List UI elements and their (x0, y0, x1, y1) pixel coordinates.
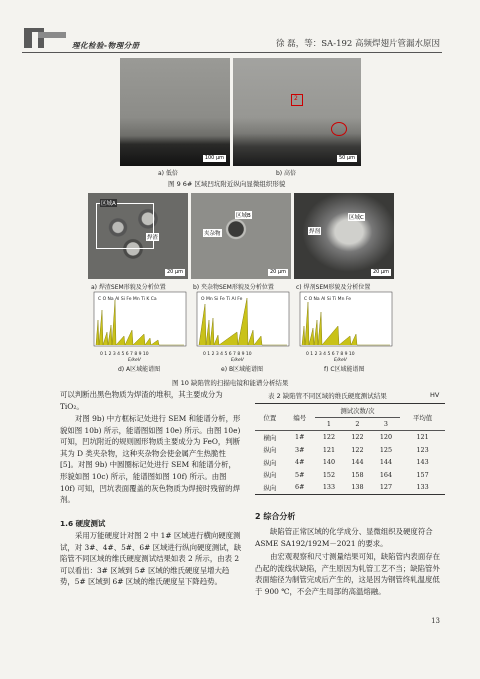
fig10e-label: e) B区域能谱图 (221, 366, 264, 373)
journal-logo (22, 26, 68, 52)
table-row (255, 456, 445, 469)
table2-title: 表 2 缺陷管不同区域的维氏硬度测试结果 (268, 392, 387, 400)
table2-subheader-2: 2 (355, 419, 360, 428)
fig10c-sem (294, 193, 394, 279)
fig10f-spectrum (294, 290, 394, 358)
table-cell: 122 (351, 433, 364, 442)
fig9a-scale: 100 μm (204, 155, 224, 161)
fig10a-sem (88, 193, 188, 279)
fig10d-axis-ticks: 0 1 2 3 4 5 6 7 8 9 10 (100, 352, 149, 357)
left-paragraph-3: 采用万能硬度计对图 2 中 1# 区域进行横向硬度测试，对 3#、4#、5#、6# 区域进行纵向硬度测试，缺陷管不同区域的维氏硬度测试结果如表 2 所示，由表 2 可以看出：3# 区域到 5# 区域的维氏硬度呈增大趋势，5# 区域到 6# 区域的维氏硬度呈下降趋势。 (60, 531, 242, 587)
table2-subheader-3: 3 (383, 419, 388, 428)
fig10e-peak-labels: O Mn Si Fe Ti Al Fe (201, 297, 243, 302)
running-head: 徐 磊，等：SA-192 高频焊翅片管漏水原因 (276, 39, 440, 49)
fig9-caption: 图 9 6# 区域凹坑附近纵向显微组织形貌 (168, 180, 286, 188)
table-cell: 125 (379, 445, 393, 454)
table2-header-number: 编号 (293, 413, 307, 422)
fig9b-circle-marker (331, 122, 347, 136)
left-paragraph-2: 对图 9b) 中方框标记处进行 SEM 和能谱分析，形貌如图 10b) 所示，能谱图如图 10e) 所示。由图 10e) 可知，凹坑附近的规则圆形物质主要成分为 FeO，判断其为 D 类夹杂物，这种夹杂物会使金属产生热脆性[5]。对图 9b) 中圆圈标记处进行 SEM 和能谱分析，形貌如图 10c) 所示，能谱图如图 10f) 所示。由图 10f) 可知，凹坑表面覆盖的灰色物质为焊接时残留的焊剂。 (60, 414, 241, 505)
fig9a-micrograph (120, 58, 230, 166)
table-cell: 127 (379, 483, 393, 492)
table-cell: 6# (295, 483, 305, 492)
section-2-heading: 2 综合分析 (255, 512, 296, 521)
table-cell: 121 (416, 433, 429, 442)
table-cell: 144 (379, 458, 393, 467)
table-cell: 5# (295, 470, 305, 479)
table-cell: 122 (322, 433, 336, 442)
fig10b-label: b) 夹杂物SEM形貌及分析位置 (193, 284, 274, 291)
table2-header-position: 位置 (263, 413, 277, 422)
table-row (255, 481, 445, 494)
fig10f-label: f) C区域能谱图 (324, 366, 365, 373)
fig9b-micrograph (233, 58, 361, 166)
fig10-caption: 图 10 缺陷管的扫描电镜和能谱分析结果 (172, 379, 289, 387)
fig10a-scale: 20 μm (166, 269, 183, 275)
table-cell: 123 (416, 445, 429, 454)
table2-unit: HV (430, 391, 440, 399)
table-cell: 横向 (263, 433, 277, 442)
table-row (255, 431, 445, 444)
fig9b-marker-label: 2 (294, 95, 298, 102)
table2-header-average: 平均值 (413, 413, 433, 422)
header-rule (22, 52, 442, 53)
fig10b-scale: 20 μm (269, 269, 286, 275)
fig10b-region-label: 区域B (236, 213, 251, 219)
fig9b-label: b) 高倍 (276, 170, 297, 177)
table-row (255, 444, 445, 457)
fig10d-spectrum (88, 290, 188, 358)
table-cell: 164 (379, 470, 393, 479)
page-number: 13 (431, 617, 440, 625)
fig10f-peak-labels: C O Na Al Si Ti Mn Fe (304, 297, 351, 302)
right-paragraph-1: 缺陷管正常区域的化学成分、显微组织及硬度符合 ASME SA192/192M－2021 的要求。 (255, 527, 433, 548)
fig10c-note-label: 焊剂 (309, 229, 321, 235)
table-cell: 纵向 (263, 483, 277, 492)
table-cell: 133 (416, 483, 429, 492)
fig10e-axis-ticks: 0 1 2 3 4 5 6 7 8 9 10 (203, 352, 252, 357)
fig9b-scale: 50 μm (338, 155, 355, 161)
journal-name: 理化检验-物理分册 (72, 41, 140, 50)
fig10b-note-label: 夹杂物 (204, 231, 221, 237)
table2-header-values: 测试次数/次 (315, 404, 401, 418)
table2-subheader-1: 1 (326, 419, 331, 428)
fig9a-label: a) 低倍 (158, 170, 178, 177)
table-cell: 157 (416, 470, 429, 479)
table-cell: 122 (351, 445, 364, 454)
table-cell: 144 (351, 458, 364, 467)
fig10b-sem (191, 193, 291, 279)
table-cell: 152 (322, 470, 336, 479)
fig10c-label: c) 焊剂SEM形貌及分析位置 (296, 284, 371, 291)
left-paragraph-1: 可以判断出黑色物质为焊渣的堆积，其主要成分为 TiO₂。 (60, 390, 223, 411)
fig10d-peak-labels: C O Na Al Si Fe Mn Ti K Ca (98, 297, 157, 302)
fig10a-region-box (96, 203, 154, 249)
fig10a-note-label: 焊渣 (147, 235, 159, 241)
table-cell: 121 (322, 445, 336, 454)
table-cell: 纵向 (263, 458, 277, 467)
table-cell: 120 (379, 433, 393, 442)
fig10d-label: d) A区域能谱图 (118, 366, 161, 373)
section-1-6-heading: 1.6 硬度测试 (60, 519, 106, 528)
fig10c-region-label: 区域C (349, 215, 364, 221)
fig10f-axis-ticks: 0 1 2 3 4 5 6 7 8 9 10 (306, 352, 355, 357)
table-cell: 143 (416, 458, 429, 467)
fig10d-axis-label: E/keV (128, 358, 141, 363)
table-cell: 158 (351, 470, 364, 479)
table-cell: 纵向 (263, 446, 277, 455)
table-cell: 3# (295, 445, 305, 454)
fig10e-axis-label: E/keV (231, 358, 244, 363)
table-cell: 1# (295, 433, 305, 442)
table-cell: 4# (295, 458, 305, 467)
fig10c-scale: 20 μm (372, 269, 389, 275)
right-paragraph-2: 由宏观观察和尺寸测量结果可知，缺陷管内表面存在凸起的流线状缺陷，产生原因为轧管工艺不当；缺陷管外表面缩径为制管完成后产生的，这是因为钢管终轧温度低于 900 ℃，不会产生局部的高温熔融。 (255, 552, 440, 596)
table2 (255, 403, 445, 495)
table-cell: 133 (322, 483, 336, 492)
fig10a-label: a) 焊渣SEM形貌及分析位置 (91, 284, 166, 291)
table-row (255, 469, 445, 482)
table-cell: 140 (322, 458, 336, 467)
fig10e-spectrum (191, 290, 291, 358)
fig10f-axis-label: E/keV (334, 358, 347, 363)
table-cell: 138 (351, 483, 364, 492)
table-cell: 纵向 (263, 471, 277, 480)
fig10a-region-label: 区域A (101, 201, 116, 207)
